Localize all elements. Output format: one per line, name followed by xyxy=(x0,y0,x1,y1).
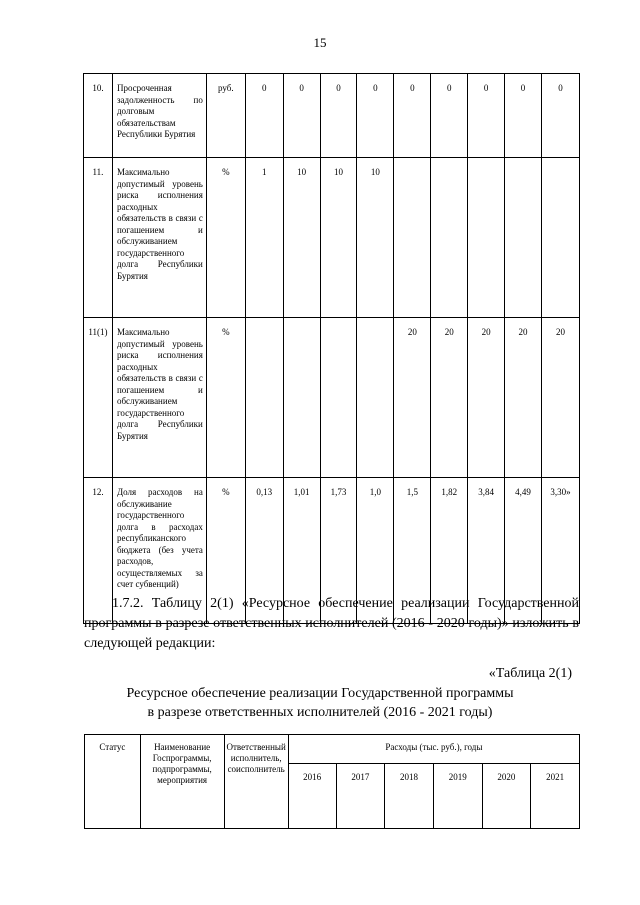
row-number: 11(1) xyxy=(84,318,113,478)
value-cell: 1,82 xyxy=(431,478,468,624)
value-cell: 0 xyxy=(394,74,431,158)
table2-caption: «Таблица 2(1) xyxy=(488,666,572,681)
value-cell: 1,73 xyxy=(320,478,357,624)
header-expenses: Расходы (тыс. руб.), годы xyxy=(288,735,579,764)
value-cell: 20 xyxy=(541,318,579,478)
table2-title xyxy=(0,684,640,722)
value-cell: 0 xyxy=(431,74,468,158)
value-cell: 0 xyxy=(283,74,320,158)
table-row xyxy=(84,158,580,318)
table2-title-line2: в разрезе ответственных исполнителей (2016 - 2021 годы) xyxy=(147,705,493,720)
year-2017: 2017 xyxy=(336,763,385,828)
indicator-name: Максимально допустимый уровень риска исполнения расходных обязательств в связи с погашением и обслуживанием государственного долга Республики Бурятия xyxy=(112,158,206,318)
value-cell: 0 xyxy=(541,74,579,158)
year-2021: 2021 xyxy=(531,763,580,828)
row-number: 10. xyxy=(84,74,113,158)
value-cell: 20 xyxy=(505,318,542,478)
value-cell xyxy=(394,158,431,318)
resource-table xyxy=(84,734,580,829)
header-responsible: Ответственный исполнитель, соисполнитель xyxy=(224,735,288,829)
indicator-name: Просроченная задолженность по долговым обязательствам Республики Бурятия xyxy=(112,74,206,158)
value-cell: 3,30» xyxy=(541,478,579,624)
value-cell xyxy=(505,158,542,318)
unit: % xyxy=(206,158,245,318)
page-number: 15 xyxy=(313,35,327,50)
value-cell: 3,84 xyxy=(468,478,505,624)
value-cell xyxy=(357,318,394,478)
value-cell xyxy=(283,318,320,478)
year-2018: 2018 xyxy=(385,763,434,828)
year-2016: 2016 xyxy=(288,763,336,828)
header-name: Наименование Госпрограммы, подпрограммы, мероприятия xyxy=(140,735,224,829)
value-cell: 4,49 xyxy=(505,478,542,624)
value-cell xyxy=(245,318,283,478)
value-cell: 10 xyxy=(320,158,357,318)
year-2020: 2020 xyxy=(482,763,531,828)
value-cell: 20 xyxy=(431,318,468,478)
year-2019: 2019 xyxy=(433,763,482,828)
value-cell xyxy=(431,158,468,318)
value-cell: 0 xyxy=(357,74,394,158)
unit: руб. xyxy=(206,74,245,158)
table-row xyxy=(84,318,580,478)
row-number: 12. xyxy=(84,478,113,624)
value-cell: 20 xyxy=(468,318,505,478)
table2-title-line1: Ресурсное обеспечение реализации Государственной программы xyxy=(126,686,514,701)
value-cell: 0 xyxy=(320,74,357,158)
value-cell xyxy=(468,158,505,318)
amendment-paragraph: 1.7.2. Таблицу 2(1) «Ресурсное обеспечение реализации Государственной программы в разрезе ответственных исполнителей (2016 - 2020 годы)» изложить в следующей редакции: xyxy=(84,596,579,651)
indicators-table xyxy=(83,73,580,624)
indicator-name: Доля расходов на обслуживание государственного долга в расходах республиканского бюджета (без учета расходов, осуществляемых за счет субвенций) xyxy=(112,478,206,624)
value-cell: 0,13 xyxy=(245,478,283,624)
value-cell: 1 xyxy=(245,158,283,318)
value-cell: 0 xyxy=(468,74,505,158)
value-cell: 10 xyxy=(283,158,320,318)
value-cell xyxy=(541,158,579,318)
value-cell: 1,01 xyxy=(283,478,320,624)
value-cell: 10 xyxy=(357,158,394,318)
value-cell: 20 xyxy=(394,318,431,478)
indicator-name: Максимально допустимый уровень риска исполнения расходных обязательств в связи с погашением и обслуживанием государственного долга Республики Бурятия xyxy=(112,318,206,478)
value-cell xyxy=(320,318,357,478)
table-row xyxy=(84,74,580,158)
value-cell: 0 xyxy=(245,74,283,158)
unit: % xyxy=(206,318,245,478)
row-number: 11. xyxy=(84,158,113,318)
value-cell: 0 xyxy=(505,74,542,158)
header-status: Статус xyxy=(85,735,141,829)
value-cell: 1,5 xyxy=(394,478,431,624)
unit: % xyxy=(206,478,245,624)
value-cell: 1,0 xyxy=(357,478,394,624)
